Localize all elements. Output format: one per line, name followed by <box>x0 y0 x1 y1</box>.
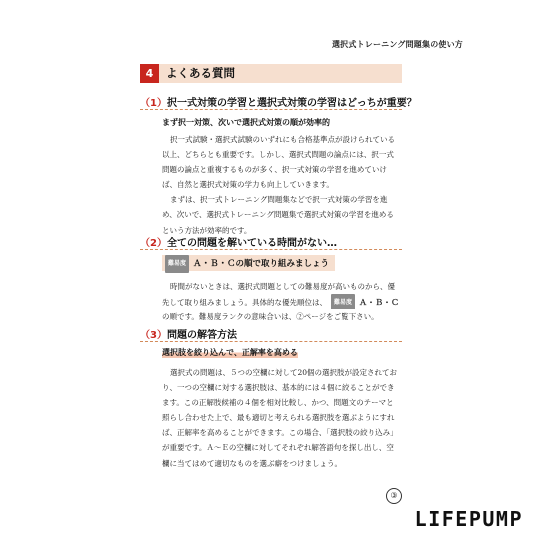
body-line: 時間がないときは、選択式問題としての難易度が高いものから、優 <box>170 282 395 291</box>
question-3-subheading: 選択肢を絞り込んで、正解率を高める <box>162 348 298 357</box>
body-line: り、一つの空欄に対する選択肢は、基本的には４個に絞ることができ <box>162 383 395 393</box>
question-3-body <box>162 365 398 471</box>
recommendation-text: Ａ・Ｂ・Ｃの順で取り組みましょう <box>193 259 330 269</box>
question-1-body <box>162 132 395 238</box>
body-line: ば、自然と選択式対策の学力も向上していきます。 <box>162 180 334 190</box>
question-1-subheading: まず択一対策、次いで選択式対策の順が効率的 <box>162 118 330 127</box>
question-2-heading <box>140 234 337 249</box>
question-2-title: 全ての問題を解いている時間がない… <box>166 238 337 249</box>
body-line: 選択式の問題は、５つの空欄に対して20個の選択肢が設定されてお <box>170 368 398 377</box>
question-2-divider <box>140 249 402 250</box>
body-line: が重要です。Ａ～Ｅの空欄に対してそれぞれ解答語句を探し出し、空 <box>162 443 394 453</box>
question-1-divider <box>140 109 402 110</box>
difficulty-tag: 難易度 <box>165 255 189 273</box>
body-line: 以上、どちらとも重要です。しかし、選択式問題の論点には、択一式 <box>162 150 394 160</box>
question-1-heading <box>140 94 417 109</box>
section-title: よくある質問 <box>166 66 235 80</box>
question-1-number: （1） <box>140 98 167 109</box>
section-heading <box>140 64 402 83</box>
body-line: の順です。難易度ランクの意味合いは、②ページをご覧下さい。 <box>162 312 379 322</box>
body-line: という方法が効率的です。 <box>162 225 252 235</box>
page-header-title: 選択式トレーニング問題集の使い方 <box>331 40 463 49</box>
body-line: ば、正解率を高めることができます。この場合、「選択肢の絞り込み」 <box>162 428 398 438</box>
question-3-number: （3） <box>140 330 167 341</box>
body-line-with-inline-tag <box>162 294 399 309</box>
inline-difficulty-tag: 難易度 <box>331 294 355 309</box>
watermark: LIFEPUMP <box>414 507 523 531</box>
body-line: ます。この正解肢候補の４個を相対比較し、かつ、問題文のテーマと <box>162 398 394 408</box>
body-line: 照らし合わせた上で、最も適切と考えられる選択肢を選ぶようにすれ <box>162 413 395 423</box>
body-text: 先して取り組みましょう。具体的な優先順位は、 <box>162 298 327 308</box>
question-1-title: 択一式対策の学習と選択式対策の学習はどっちが重要？ <box>166 98 417 109</box>
page-number: ③ <box>386 488 402 504</box>
question-3-divider <box>140 341 402 342</box>
body-line: 問題の論点と重複するものが多く、択一式対策の学習を進めていけ <box>162 165 387 175</box>
body-line: め、次いで、選択式トレーニング問題集で選択式対策の学習を進める <box>162 210 394 220</box>
section-number-badge: 4 <box>140 64 159 83</box>
question-3-title: 問題の解答方法 <box>166 330 237 341</box>
question-2-recommendation <box>162 255 335 271</box>
inline-grades: Ａ・Ｂ・Ｃ <box>359 298 400 308</box>
body-line: まずは、択一式トレーニング問題集などで択一式対策の学習を進 <box>170 195 388 205</box>
question-2-body <box>162 279 399 324</box>
body-line: 択一式試験・選択式試験のいずれにも合格基準点が設けられている <box>170 135 395 144</box>
question-3-heading <box>140 326 237 341</box>
body-line: 欄に当てはめて適切なものを選ぶ癖をつけましょう。 <box>162 458 342 468</box>
question-2-number: （2） <box>140 238 167 249</box>
